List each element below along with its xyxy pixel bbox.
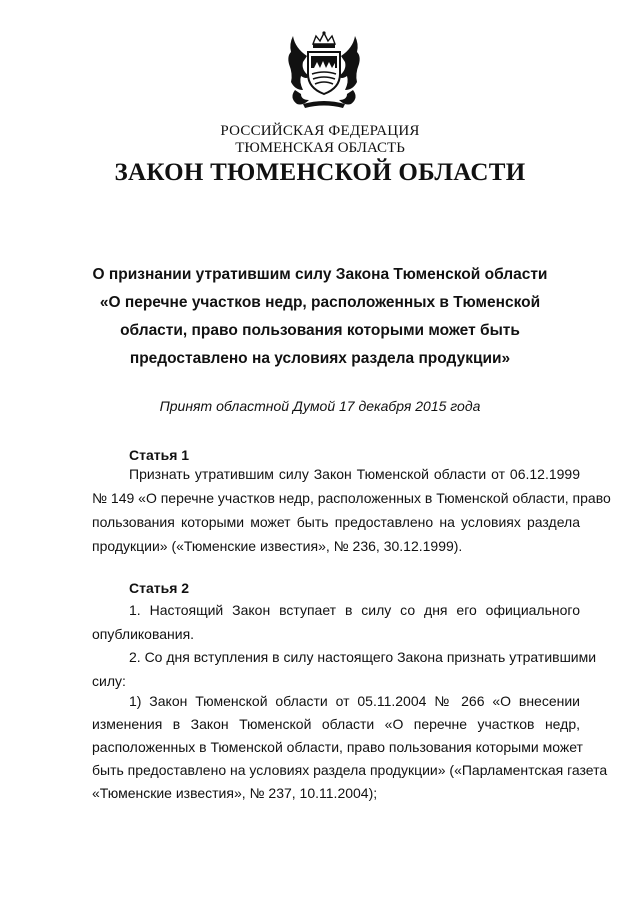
law-title-line: предоставлено на условиях раздела продукции»: [129, 350, 511, 367]
article-2-p3-line: изменения в Закон Тюменской области «О перечне участков недр,: [92, 716, 580, 732]
article-2-p2-line: силу:: [92, 673, 126, 689]
article-2-p3-line: 1) Закон Тюменской области от 05.11.2004 № 266 «О внесении: [129, 693, 580, 709]
article-2-p1-line: опубликования.: [92, 626, 195, 642]
article-2-heading: Статья 2: [129, 580, 190, 596]
article-2-p1-line: 1. Настоящий Закон вступает в силу со дня его официального: [129, 602, 580, 618]
article-1-line: Признать утратившим силу Закон Тюменской области от 06.12.1999: [129, 466, 580, 482]
article-2-p2-line: 2. Со дня вступления в силу настоящего Закона признать утратившими: [129, 649, 597, 665]
article-2-p3-line: «Тюменские известия», № 237, 10.11.2004);: [92, 785, 378, 801]
region-name: ТЮМЕНСКАЯ ОБЛАСТЬ: [235, 140, 405, 156]
article-1-line: продукции» («Тюменские известия», № 236, 30.12.1999).: [92, 538, 463, 554]
law-title-line: «О перечне участков недр, расположенных в Тюменской: [99, 294, 541, 311]
coat-of-arms-emblem: [285, 30, 363, 110]
document-type-heading: ЗАКОН ТЮМЕНСКОЙ ОБЛАСТИ: [114, 159, 526, 186]
law-title-line: области, право пользования которыми может быть: [120, 322, 520, 339]
article-1-line: пользования которыми может быть предоставлено на условиях раздела: [92, 514, 580, 530]
article-1-line: № 149 «О перечне участков недр, расположенных в Тюменской области, право: [92, 490, 611, 506]
article-2-p3-line: расположенных в Тюменской области, право пользования которыми может: [92, 739, 583, 755]
adoption-note: Принят областной Думой 17 декабря 2015 года: [159, 398, 481, 414]
article-2-p3-line: быть предоставлено на условиях раздела продукции» («Парламентская газета: [92, 762, 608, 778]
law-title-line: О признании утратившим силу Закона Тюменской области: [92, 266, 548, 283]
country-name: РОССИЙСКАЯ ФЕДЕРАЦИЯ: [220, 123, 420, 139]
article-1-heading: Статья 1: [129, 447, 190, 463]
